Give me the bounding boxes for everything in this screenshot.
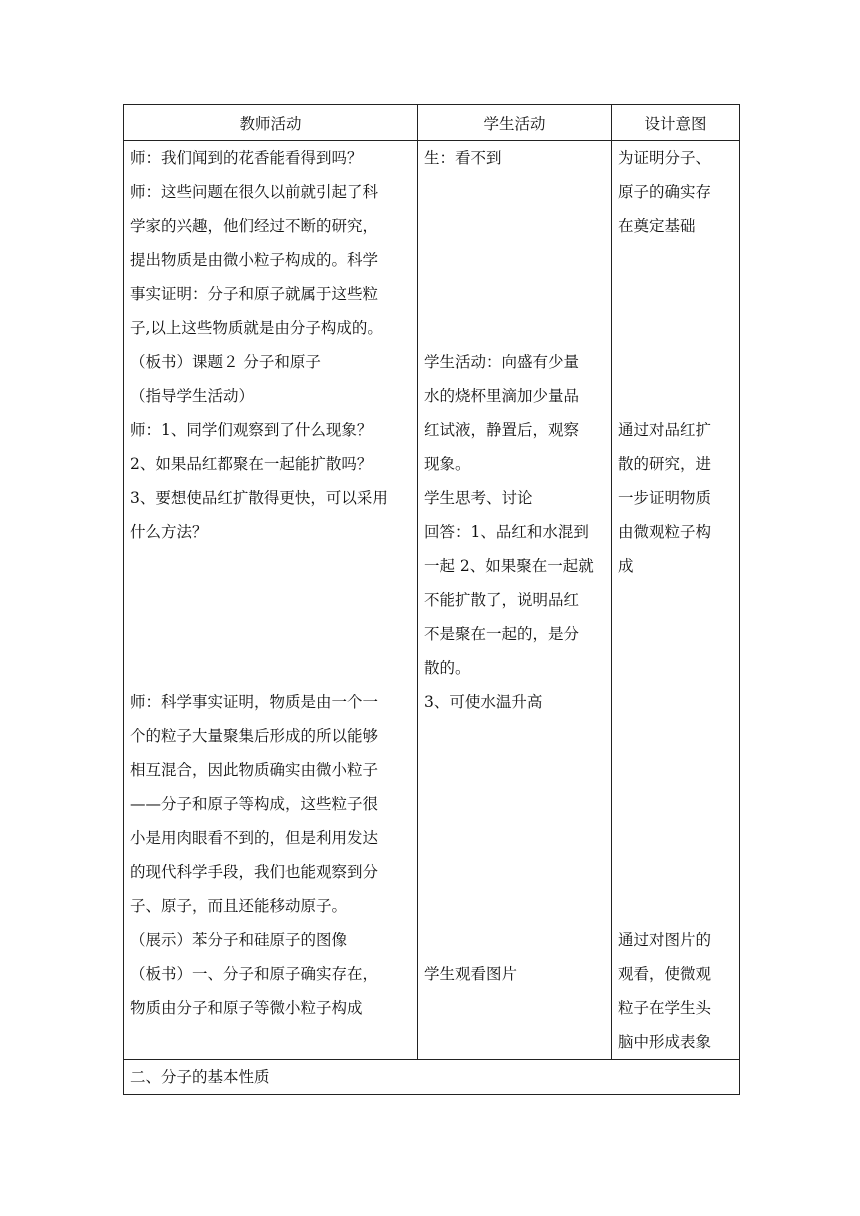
section-heading-cell: 二、分子的基本性质: [124, 1060, 740, 1095]
student-activity-line: 3、可使水温升高: [424, 693, 543, 711]
header-teacher-activity: 教师活动: [124, 105, 418, 141]
student-activity-line: [424, 175, 605, 209]
student-activity-line: 学生思考、讨论: [424, 489, 533, 507]
teacher-activity-line: 师：1、同学们观察到了什么现象？: [130, 421, 373, 439]
teacher-activity-line: [130, 549, 411, 583]
design-intent-line: 通过对图片的: [618, 931, 712, 949]
teacher-activity-line: 事实证明：分子和原子就属于这些粒: [130, 285, 379, 303]
design-intent-line: 成: [618, 557, 634, 575]
design-intent-line: 原子的确实存: [618, 183, 712, 201]
teacher-activity-line: 子,以上这些物质就是由分子构成的。: [130, 319, 383, 337]
teacher-activity-line: 师：这些问题在很久以前就引起了科: [130, 183, 379, 201]
design-intent-line: [618, 345, 733, 379]
design-intent-line: [618, 277, 733, 311]
student-activity-line: [424, 821, 605, 855]
design-intent-line: [618, 787, 733, 821]
teacher-activity-line: 小是用肉眼看不到的，但是利用发达: [130, 829, 379, 847]
teacher-activity-line: （板书）课题２ 分子和原子: [130, 353, 321, 371]
student-activity-line: [424, 209, 605, 243]
design-intent-line: [618, 719, 733, 753]
teacher-activity-line: [130, 651, 411, 685]
design-intent-line: 散的研究，进: [618, 455, 712, 473]
student-activity-line: [424, 243, 605, 277]
student-activity-line: 散的。: [424, 659, 471, 677]
table-body-row: [124, 141, 740, 1060]
teacher-activity-cell: [124, 141, 418, 1060]
student-activity-line: [424, 719, 605, 753]
design-intent-line: [618, 855, 733, 889]
student-activity-line: 学生观看图片: [424, 965, 518, 983]
design-intent-line: [618, 583, 733, 617]
design-intent-line: [618, 685, 733, 719]
teacher-activity-line: 什么方法？: [130, 523, 208, 541]
student-activity-line: [424, 277, 605, 311]
design-intent-line: [618, 821, 733, 855]
teacher-activity-line: [130, 583, 411, 617]
teacher-activity-line: 个的粒子大量聚集后形成的所以能够: [130, 727, 379, 745]
teacher-activity-line: 2、如果品红都聚在一起能扩散吗？: [130, 455, 373, 473]
lesson-plan-table: [123, 104, 740, 1095]
teacher-activity-line: 师：科学事实证明，物质是由一个一: [130, 693, 379, 711]
teacher-activity-line: 物质由分子和原子等微小粒子构成: [130, 999, 363, 1017]
design-intent-line: [618, 243, 733, 277]
design-intent-line: [618, 889, 733, 923]
design-intent-line: [618, 617, 733, 651]
design-intent-line: 粒子在学生头: [618, 999, 712, 1017]
header-student-activity: 学生活动: [418, 105, 612, 141]
student-activity-line: 生：看不到: [424, 149, 502, 167]
teacher-activity-line: ——分子和原子等构成，这些粒子很: [130, 795, 379, 813]
teacher-activity-line: 学家的兴趣，他们经过不断的研究，: [130, 217, 379, 235]
teacher-activity-line: 3、要想使品红扩散得更快，可以采用: [130, 489, 388, 507]
design-intent-line: 观看，使微观: [618, 965, 712, 983]
student-activity-line: 现象。: [424, 455, 471, 473]
design-intent-line: 脑中形成表象: [618, 1033, 712, 1051]
teacher-activity-line: （指导学生活动）: [130, 387, 255, 405]
student-activity-cell: [418, 141, 612, 1060]
teacher-activity-line: 的现代科学手段，我们也能观察到分: [130, 863, 379, 881]
teacher-activity-line: 师：我们闻到的花香能看得到吗？: [130, 149, 363, 167]
teacher-activity-line: 相互混合，因此物质确实由微小粒子: [130, 761, 379, 779]
design-intent-line: 通过对品红扩: [618, 421, 712, 439]
teacher-activity-line: 提出物质是由微小粒子构成的。科学: [130, 251, 379, 269]
student-activity-line: [424, 787, 605, 821]
student-activity-line: [424, 753, 605, 787]
student-activity-line: 红试液，静置后，观察: [424, 421, 580, 439]
student-activity-line: 回答：1、品红和水混到: [424, 523, 589, 541]
design-intent-cell: [612, 141, 740, 1060]
design-intent-line: 在奠定基础: [618, 217, 696, 235]
design-intent-line: 一步证明物质: [618, 489, 712, 507]
student-activity-line: [424, 311, 605, 345]
student-activity-line: 水的烧杯里滴加少量品: [424, 387, 580, 405]
design-intent-line: [618, 651, 733, 685]
student-activity-line: 学生活动：向盛有少量: [424, 353, 580, 371]
design-intent-line: 为证明分子、: [618, 149, 712, 167]
design-intent-line: [618, 311, 733, 345]
student-activity-line: [424, 855, 605, 889]
header-design-intent: 设计意图: [612, 105, 740, 141]
student-activity-line: [424, 991, 605, 1025]
table-header-row: [124, 105, 740, 141]
student-activity-line: 不能扩散了，说明品红: [424, 591, 580, 609]
design-intent-line: [618, 379, 733, 413]
design-intent-line: [618, 753, 733, 787]
teacher-activity-line: 子、原子，而且还能移动原子。: [130, 897, 348, 915]
teacher-activity-line: （展示）苯分子和硅原子的图像: [130, 931, 348, 949]
table-footer-row: [124, 1060, 740, 1095]
student-activity-line: [424, 889, 605, 923]
teacher-activity-line: [130, 617, 411, 651]
teacher-activity-line: （板书）一、分子和原子确实存在，: [130, 965, 379, 983]
student-activity-line: [424, 923, 605, 957]
student-activity-line: 一起 2、如果聚在一起就: [424, 557, 594, 575]
design-intent-line: 由微观粒子构: [618, 523, 712, 541]
student-activity-line: 不是聚在一起的，是分: [424, 625, 580, 643]
